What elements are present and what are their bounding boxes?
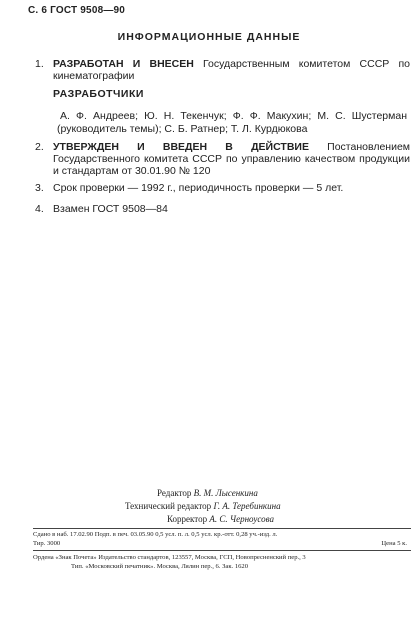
item-body (53, 58, 410, 82)
editor-role: Редактор (157, 488, 192, 498)
item-number: 1. (35, 58, 44, 70)
info-item-1 (35, 58, 410, 82)
publisher-row (33, 554, 411, 563)
tech-editor-name: Г. А. Теребинкина (213, 501, 281, 511)
tech-editor-role: Технический редактор (125, 501, 212, 511)
item-text: Государственным комитетом СССР по кинематографии (53, 58, 411, 82)
item-body (53, 182, 410, 194)
corrector-name: А. С. Черноусова (209, 514, 274, 524)
item-body (53, 203, 410, 215)
info-item-2 (35, 141, 410, 177)
corrector-role: Корректор (167, 514, 208, 524)
page-header (28, 5, 125, 16)
item-number: 2. (35, 141, 44, 153)
printer-row (33, 563, 411, 572)
print-details-text: Сдано в наб. 17.02.90 Подп. в печ. 03.05.90 0,5 усл. п. л. 0,5 усл. кр.-отт. 0,28 уч.-изд. л. (33, 531, 278, 538)
printer-text: Тип. «Московский печатник». Москва, Лялин пер., 6. Зак. 1620 (71, 562, 249, 570)
editor-line (157, 487, 258, 500)
info-item-4 (35, 203, 410, 215)
item-text: Постановлением Государственного комитета СССР по управлению качеством продукции и стандартам от 30.01.90 № 120 (53, 141, 411, 177)
developers-list: А. Ф. Андреев; Ю. Н. Текенчук; Ф. Ф. Макухин; М. С. Шустерман (руководитель темы); С. Б. Ратнер; Т. Л. Курдюкова (57, 110, 407, 135)
editor-name: В. М. Лысенкина (193, 488, 258, 498)
print-details (33, 531, 411, 548)
item-lead: УТВЕРЖДЕН И ВВЕДЕН В ДЕЙСТВИЕ (53, 141, 309, 153)
divider-bottom (33, 550, 411, 551)
page-ref: С. 6 ГОСТ 9508—90 (28, 5, 126, 16)
developers-heading: РАЗРАБОТЧИКИ (53, 88, 144, 100)
print-run-row (33, 540, 411, 549)
publisher-details (33, 554, 411, 571)
print-run: Тир. 3000 (33, 539, 61, 547)
corrector-line (167, 513, 274, 526)
section-title: ИНФОРМАЦИОННЫЕ ДАННЫЕ (117, 31, 301, 43)
item-body (53, 141, 410, 177)
item-text: Взамен ГОСТ 9508—84 (53, 203, 168, 215)
publisher-text: Ордена «Знак Почета» Издательство стандартов, 123557, Москва, ГСП, Новопресненский пер., 3 (33, 554, 306, 561)
item-text: Срок проверки — 1992 г., периодичность проверки — 5 лет. (53, 182, 344, 194)
item-number: 3. (35, 182, 44, 194)
item-lead: РАЗРАБОТАН И ВНЕСЕН (53, 58, 194, 70)
info-item-3 (35, 182, 410, 194)
tech-editor-line (125, 500, 281, 513)
divider-top (33, 528, 411, 529)
item-number: 4. (35, 203, 44, 215)
price: Цена 5 к. (381, 539, 407, 547)
print-details-row (33, 531, 411, 540)
